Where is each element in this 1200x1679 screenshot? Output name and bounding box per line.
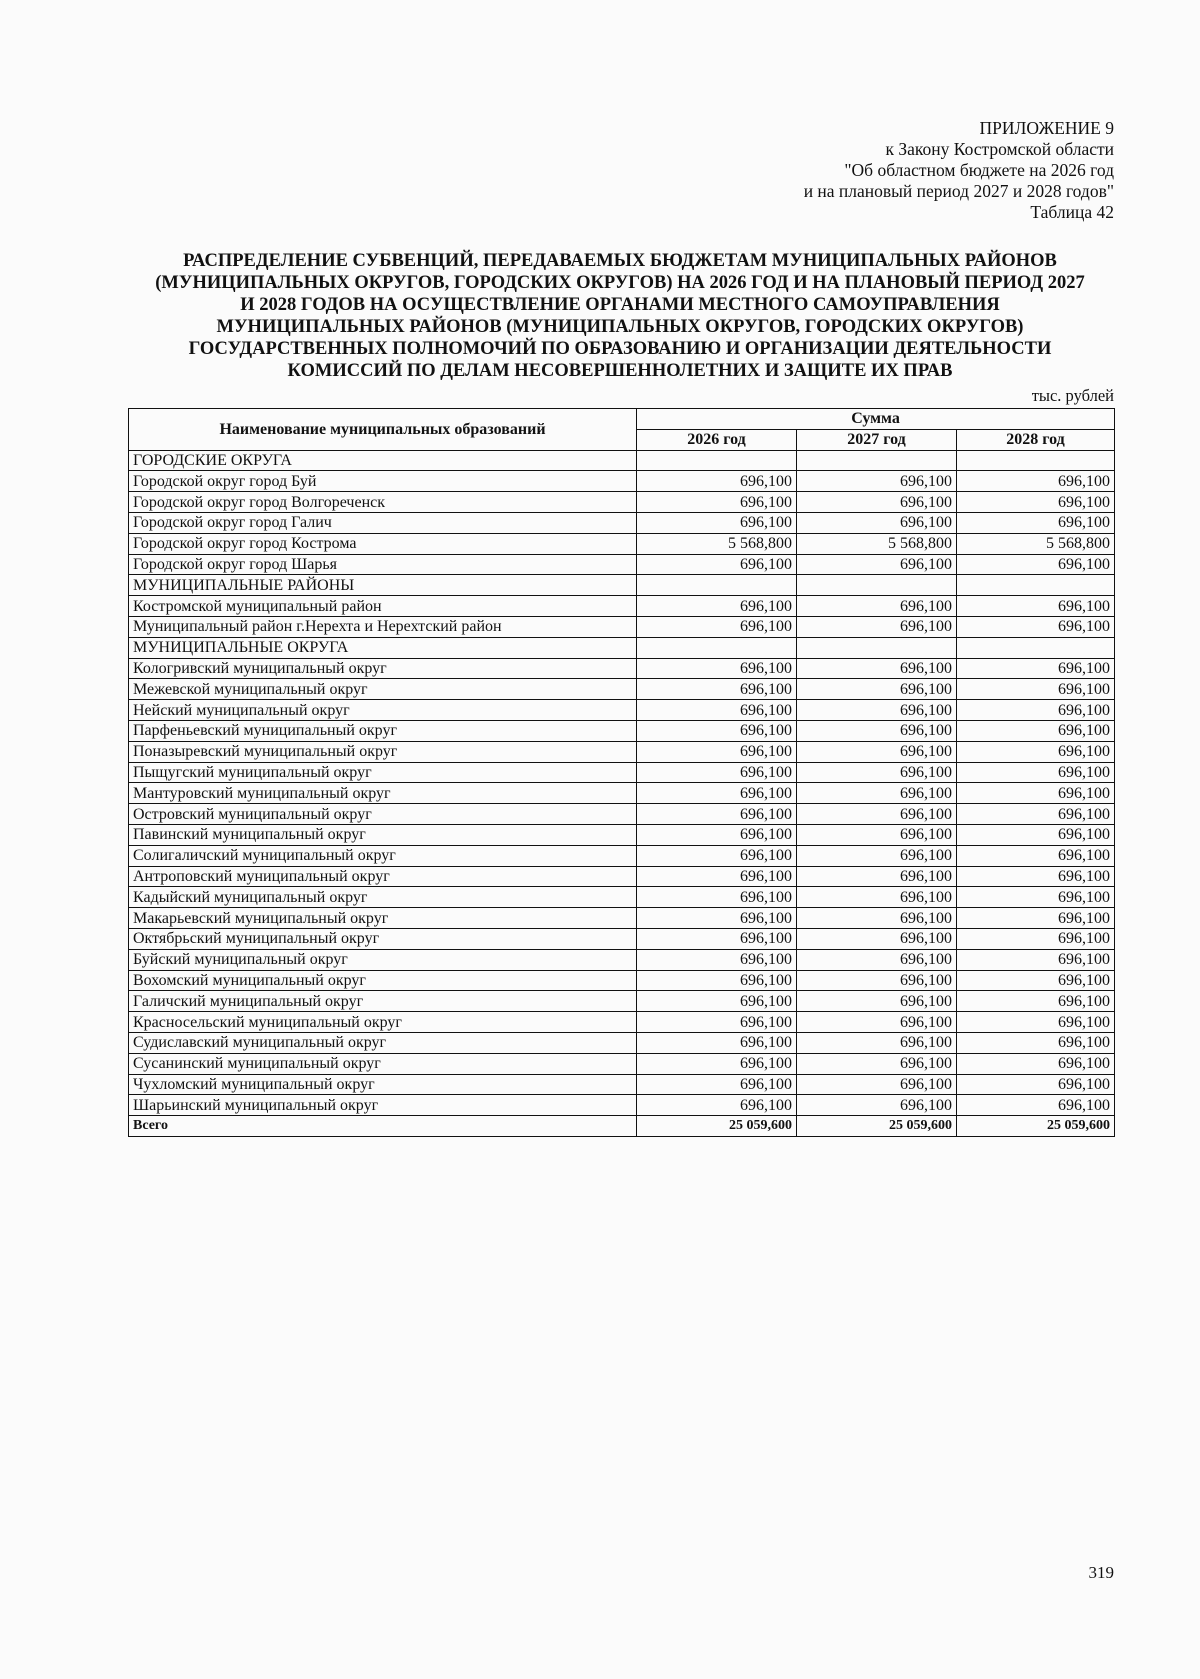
title-line: КОМИССИЙ ПО ДЕЛАМ НЕСОВЕРШЕННОЛЕТНИХ И ЗАЩИТЕ ИХ ПРАВ bbox=[287, 361, 953, 381]
amount-cell: 696,100 bbox=[957, 824, 1115, 845]
municipality-name: Муниципальный район г.Нерехта и Нерехтский район bbox=[129, 616, 637, 637]
amount-cell bbox=[797, 637, 957, 658]
amount-cell bbox=[957, 637, 1115, 658]
municipality-name: Макарьевский муниципальный округ bbox=[129, 908, 637, 929]
table-row bbox=[129, 866, 1115, 887]
title-line: РАСПРЕДЕЛЕНИЕ СУБВЕНЦИЙ, ПЕРЕДАВАЕМЫХ БЮДЖЕТАМ МУНИЦИПАЛЬНЫХ РАЙОНОВ bbox=[183, 251, 1057, 271]
amount-cell: 696,100 bbox=[957, 1012, 1115, 1033]
municipality-name: Солигаличский муниципальный округ bbox=[129, 845, 637, 866]
column-header-year: 2027 год bbox=[797, 429, 957, 450]
table-row bbox=[129, 492, 1115, 513]
municipality-name: Вохомский муниципальный округ bbox=[129, 970, 637, 991]
amount-cell: 696,100 bbox=[637, 866, 797, 887]
amount-cell: 696,100 bbox=[957, 928, 1115, 949]
column-header-year: 2026 год bbox=[637, 429, 797, 450]
amount-cell: 696,100 bbox=[957, 949, 1115, 970]
table-row bbox=[129, 1095, 1115, 1116]
table-row bbox=[129, 804, 1115, 825]
table-row bbox=[129, 741, 1115, 762]
law-reference-line2: "Об областном бюджете на 2026 год bbox=[844, 160, 1114, 180]
total-row bbox=[129, 1116, 1115, 1137]
table-row bbox=[129, 637, 1115, 658]
municipality-name: Пыщугский муниципальный округ bbox=[129, 762, 637, 783]
amount-cell: 5 568,800 bbox=[637, 533, 797, 554]
amount-cell: 5 568,800 bbox=[957, 533, 1115, 554]
municipality-name: Городской округ город Буй bbox=[129, 471, 637, 492]
amount-cell: 696,100 bbox=[797, 908, 957, 929]
municipality-name: Кологривский муниципальный округ bbox=[129, 658, 637, 679]
amount-cell: 696,100 bbox=[957, 616, 1115, 637]
amount-cell: 696,100 bbox=[957, 1032, 1115, 1053]
amount-cell: 696,100 bbox=[797, 1095, 957, 1116]
table-row bbox=[129, 720, 1115, 741]
table-row bbox=[129, 1053, 1115, 1074]
amount-cell: 696,100 bbox=[637, 700, 797, 721]
amount-cell: 696,100 bbox=[797, 1074, 957, 1095]
amount-cell: 696,100 bbox=[637, 783, 797, 804]
amount-cell: 696,100 bbox=[957, 679, 1115, 700]
title-line: (МУНИЦИПАЛЬНЫХ ОКРУГОВ, ГОРОДСКИХ ОКРУГОВ) НА 2026 ГОД И НА ПЛАНОВЫЙ ПЕРИОД 2027 bbox=[155, 273, 1085, 293]
table-row bbox=[129, 845, 1115, 866]
amount-cell: 696,100 bbox=[637, 845, 797, 866]
amount-cell: 696,100 bbox=[637, 1032, 797, 1053]
amount-cell: 696,100 bbox=[637, 492, 797, 513]
page-number: 319 bbox=[1088, 1563, 1114, 1582]
amount-cell: 696,100 bbox=[797, 616, 957, 637]
table-row bbox=[129, 887, 1115, 908]
title-line: И 2028 ГОДОВ НА ОСУЩЕСТВЛЕНИЕ ОРГАНАМИ МЕСТНОГО САМОУПРАВЛЕНИЯ bbox=[240, 295, 1000, 315]
municipality-name: Городской округ город Кострома bbox=[129, 533, 637, 554]
municipality-name: Мантуровский муниципальный округ bbox=[129, 783, 637, 804]
amount-cell: 5 568,800 bbox=[797, 533, 957, 554]
table-row bbox=[129, 471, 1115, 492]
amount-cell: 696,100 bbox=[797, 866, 957, 887]
municipality-name: Городской округ город Шарья bbox=[129, 554, 637, 575]
amount-cell: 696,100 bbox=[957, 658, 1115, 679]
amount-cell: 696,100 bbox=[957, 720, 1115, 741]
table-row bbox=[129, 949, 1115, 970]
amount-cell: 696,100 bbox=[957, 554, 1115, 575]
amount-cell: 696,100 bbox=[957, 512, 1115, 533]
subventions-table bbox=[128, 408, 1115, 1137]
amount-cell: 696,100 bbox=[637, 616, 797, 637]
municipality-name: Городской округ город Галич bbox=[129, 512, 637, 533]
amount-cell: 696,100 bbox=[637, 471, 797, 492]
law-reference-line1: к Закону Костромской области bbox=[885, 139, 1114, 159]
amount-cell bbox=[797, 575, 957, 596]
municipality-name: МУНИЦИПАЛЬНЫЕ ОКРУГА bbox=[129, 637, 637, 658]
amount-cell: 696,100 bbox=[957, 804, 1115, 825]
table-row bbox=[129, 533, 1115, 554]
amount-cell bbox=[797, 450, 957, 471]
table-row bbox=[129, 970, 1115, 991]
amount-cell: 696,100 bbox=[957, 1095, 1115, 1116]
amount-cell: 696,100 bbox=[637, 908, 797, 929]
table-row bbox=[129, 554, 1115, 575]
amount-cell: 696,100 bbox=[957, 887, 1115, 908]
title-line: ГОСУДАРСТВЕННЫХ ПОЛНОМОЧИЙ ПО ОБРАЗОВАНИЮ И ОРГАНИЗАЦИИ ДЕЯТЕЛЬНОСТИ bbox=[188, 339, 1052, 359]
municipality-name: Сусанинский муниципальный округ bbox=[129, 1053, 637, 1074]
amount-cell: 696,100 bbox=[957, 741, 1115, 762]
municipality-name: Нейский муниципальный округ bbox=[129, 700, 637, 721]
municipality-name: Костромской муниципальный район bbox=[129, 596, 637, 617]
amount-cell: 696,100 bbox=[957, 700, 1115, 721]
title-line: МУНИЦИПАЛЬНЫХ РАЙОНОВ (МУНИЦИПАЛЬНЫХ ОКРУГОВ, ГОРОДСКИХ ОКРУГОВ) bbox=[216, 317, 1024, 337]
amount-cell: 696,100 bbox=[637, 679, 797, 700]
amount-cell: 696,100 bbox=[797, 554, 957, 575]
document-title bbox=[120, 250, 1120, 382]
municipality-name: Островский муниципальный округ bbox=[129, 804, 637, 825]
amount-cell: 696,100 bbox=[957, 596, 1115, 617]
total-label: Всего bbox=[129, 1116, 637, 1137]
amount-cell: 696,100 bbox=[637, 991, 797, 1012]
amount-cell: 696,100 bbox=[797, 1012, 957, 1033]
table-row bbox=[129, 783, 1115, 804]
municipality-name: Парфеньевский муниципальный округ bbox=[129, 720, 637, 741]
annex-label: ПРИЛОЖЕНИЕ 9 bbox=[979, 118, 1114, 138]
municipality-name: Октябрьский муниципальный округ bbox=[129, 928, 637, 949]
amount-cell: 696,100 bbox=[797, 970, 957, 991]
table-row bbox=[129, 928, 1115, 949]
table-row bbox=[129, 824, 1115, 845]
amount-cell: 696,100 bbox=[637, 720, 797, 741]
amount-cell: 696,100 bbox=[797, 991, 957, 1012]
amount-cell: 696,100 bbox=[637, 596, 797, 617]
amount-cell: 696,100 bbox=[797, 492, 957, 513]
municipality-name: Поназыревский муниципальный округ bbox=[129, 741, 637, 762]
amount-cell: 696,100 bbox=[797, 596, 957, 617]
table-row bbox=[129, 575, 1115, 596]
amount-cell bbox=[637, 575, 797, 596]
amount-cell: 696,100 bbox=[797, 471, 957, 492]
amount-cell: 696,100 bbox=[957, 991, 1115, 1012]
municipality-name: Галичский муниципальный округ bbox=[129, 991, 637, 1012]
amount-cell: 696,100 bbox=[637, 970, 797, 991]
municipality-name: Антроповский муниципальный округ bbox=[129, 866, 637, 887]
municipality-name: МУНИЦИПАЛЬНЫЕ РАЙОНЫ bbox=[129, 575, 637, 596]
amount-cell: 696,100 bbox=[637, 741, 797, 762]
amount-cell: 696,100 bbox=[957, 1053, 1115, 1074]
amount-cell: 696,100 bbox=[797, 679, 957, 700]
amount-cell bbox=[957, 450, 1115, 471]
municipality-name: Чухломский муниципальный округ bbox=[129, 1074, 637, 1095]
column-header-year: 2028 год bbox=[957, 429, 1115, 450]
amount-cell: 696,100 bbox=[797, 700, 957, 721]
table-number: Таблица 42 bbox=[1030, 202, 1114, 222]
amount-cell: 696,100 bbox=[637, 1095, 797, 1116]
units-label: тыс. рублей bbox=[1031, 386, 1114, 405]
table-row bbox=[129, 616, 1115, 637]
municipality-name: Шарьинский муниципальный округ bbox=[129, 1095, 637, 1116]
amount-cell: 696,100 bbox=[797, 1053, 957, 1074]
column-header-sum: Сумма bbox=[637, 409, 1115, 430]
amount-cell: 696,100 bbox=[797, 804, 957, 825]
amount-cell: 696,100 bbox=[957, 783, 1115, 804]
column-header-name: Наименование муниципальных образований bbox=[129, 409, 637, 451]
table-row bbox=[129, 679, 1115, 700]
table-row bbox=[129, 450, 1115, 471]
total-value: 25 059,600 bbox=[957, 1116, 1115, 1137]
amount-cell: 696,100 bbox=[637, 658, 797, 679]
amount-cell: 696,100 bbox=[957, 908, 1115, 929]
amount-cell: 696,100 bbox=[637, 1074, 797, 1095]
amount-cell: 696,100 bbox=[637, 887, 797, 908]
amount-cell: 696,100 bbox=[637, 1053, 797, 1074]
municipality-name: Павинский муниципальный округ bbox=[129, 824, 637, 845]
amount-cell: 696,100 bbox=[637, 804, 797, 825]
amount-cell: 696,100 bbox=[957, 845, 1115, 866]
amount-cell: 696,100 bbox=[637, 1012, 797, 1033]
amount-cell: 696,100 bbox=[637, 949, 797, 970]
amount-cell: 696,100 bbox=[797, 512, 957, 533]
table-row bbox=[129, 991, 1115, 1012]
amount-cell: 696,100 bbox=[957, 762, 1115, 783]
table-row bbox=[129, 658, 1115, 679]
table-row bbox=[129, 762, 1115, 783]
municipality-name: Буйский муниципальный округ bbox=[129, 949, 637, 970]
amount-cell: 696,100 bbox=[797, 762, 957, 783]
amount-cell: 696,100 bbox=[797, 658, 957, 679]
amount-cell bbox=[957, 575, 1115, 596]
law-reference-line3: и на плановый период 2027 и 2028 годов" bbox=[803, 181, 1114, 201]
amount-cell: 696,100 bbox=[957, 866, 1115, 887]
amount-cell: 696,100 bbox=[797, 741, 957, 762]
amount-cell bbox=[637, 450, 797, 471]
amount-cell: 696,100 bbox=[797, 720, 957, 741]
total-value: 25 059,600 bbox=[797, 1116, 957, 1137]
amount-cell: 696,100 bbox=[957, 970, 1115, 991]
amount-cell: 696,100 bbox=[957, 471, 1115, 492]
amount-cell: 696,100 bbox=[637, 512, 797, 533]
municipality-name: Кадыйский муниципальный округ bbox=[129, 887, 637, 908]
municipality-name: Судиславский муниципальный округ bbox=[129, 1032, 637, 1053]
amount-cell: 696,100 bbox=[957, 492, 1115, 513]
municipality-name: Красносельский муниципальный округ bbox=[129, 1012, 637, 1033]
amount-cell: 696,100 bbox=[637, 762, 797, 783]
amount-cell: 696,100 bbox=[797, 1032, 957, 1053]
table-row bbox=[129, 1012, 1115, 1033]
municipality-name: ГОРОДСКИЕ ОКРУГА bbox=[129, 450, 637, 471]
amount-cell: 696,100 bbox=[797, 824, 957, 845]
amount-cell: 696,100 bbox=[957, 1074, 1115, 1095]
amount-cell: 696,100 bbox=[637, 928, 797, 949]
amount-cell: 696,100 bbox=[797, 949, 957, 970]
municipality-name: Межевской муниципальный округ bbox=[129, 679, 637, 700]
total-value: 25 059,600 bbox=[637, 1116, 797, 1137]
annex-header bbox=[804, 118, 1114, 223]
amount-cell bbox=[637, 637, 797, 658]
municipality-name: Городской округ город Волгореченск bbox=[129, 492, 637, 513]
amount-cell: 696,100 bbox=[797, 845, 957, 866]
table-row bbox=[129, 596, 1115, 617]
amount-cell: 696,100 bbox=[637, 824, 797, 845]
amount-cell: 696,100 bbox=[637, 554, 797, 575]
amount-cell: 696,100 bbox=[797, 928, 957, 949]
amount-cell: 696,100 bbox=[797, 783, 957, 804]
table-row bbox=[129, 1032, 1115, 1053]
table-row bbox=[129, 908, 1115, 929]
table-row bbox=[129, 700, 1115, 721]
table-row bbox=[129, 512, 1115, 533]
table-row bbox=[129, 1074, 1115, 1095]
amount-cell: 696,100 bbox=[797, 887, 957, 908]
